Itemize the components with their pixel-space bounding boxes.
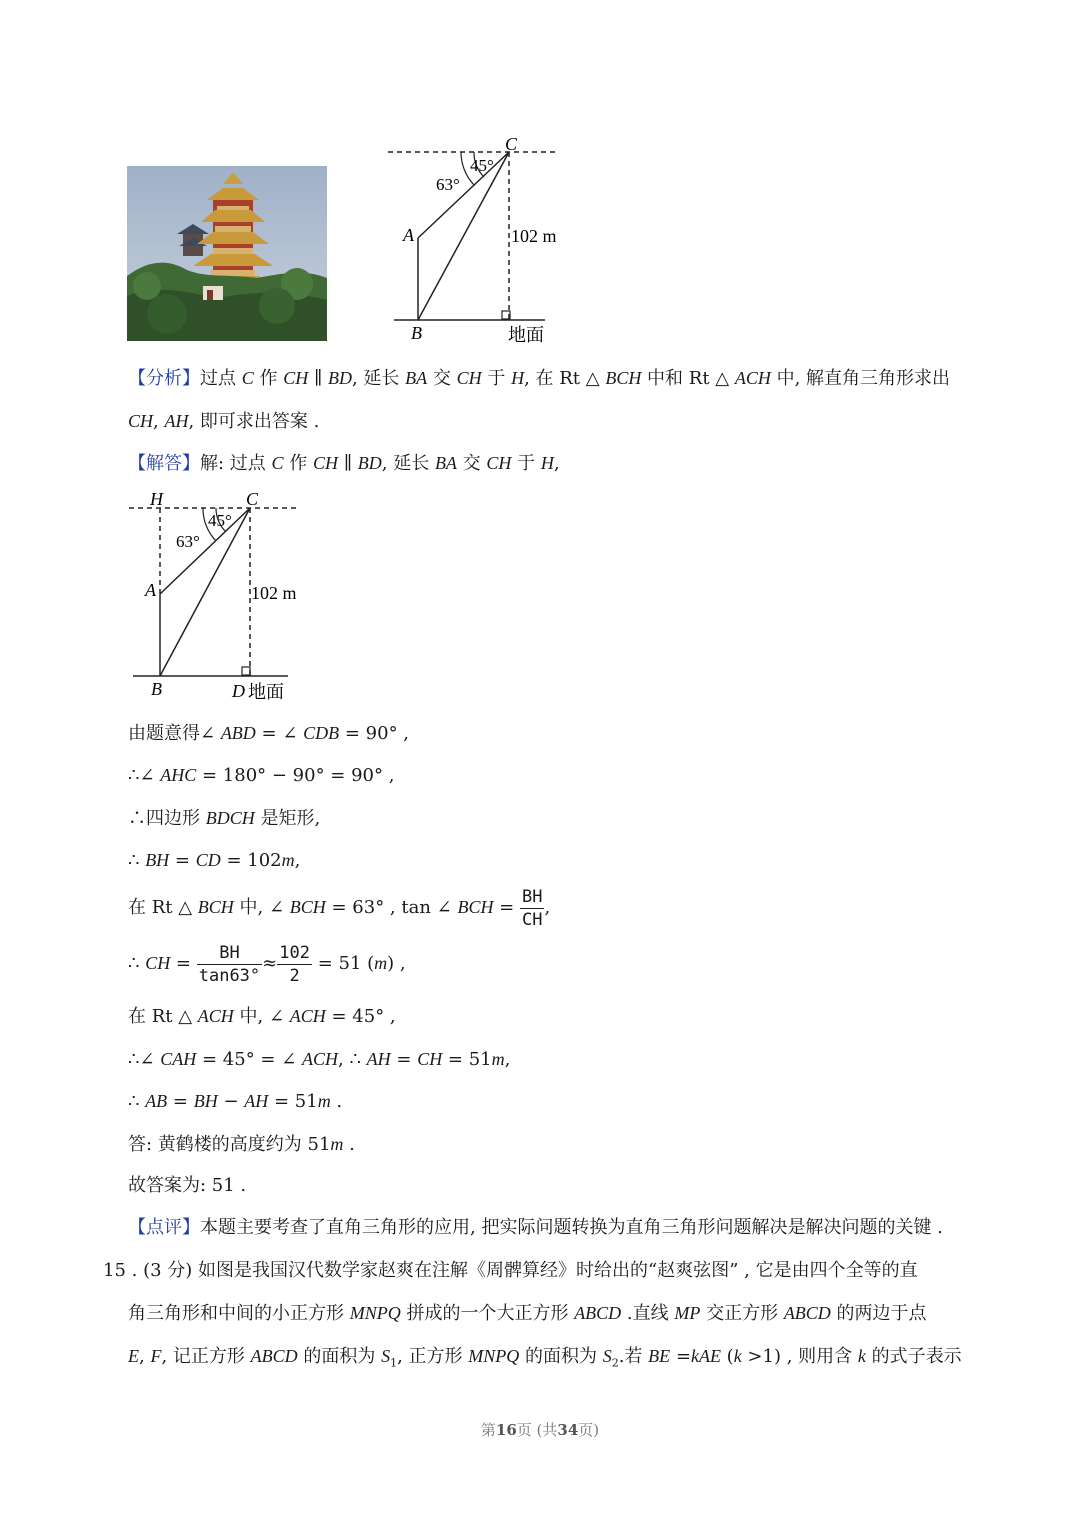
text-run: CH [456,368,482,388]
text-run: BCH [289,897,326,917]
text-run: C [271,453,284,473]
analysis-line-1 [128,366,950,391]
total-page-count: 34 [557,1421,579,1439]
text-run: CH [128,411,154,431]
text-run: BCH [197,897,234,917]
fraction-denominator: 2 [289,965,300,986]
text-run: 的式子表示 [865,1346,962,1367]
text-run: CH [486,453,512,473]
text-run: ∴四边形 [128,808,206,829]
text-run: = [493,897,520,918]
text-run: >1) , 则用含 [741,1346,858,1367]
text-run: AB [145,1091,168,1111]
text-run: , [139,1346,151,1367]
fig1-label-b: B [411,323,422,343]
text-run: 在 Rt △ [128,897,198,918]
text-run: ACH [289,1006,326,1026]
text-run: . [343,1134,355,1155]
text-run: = 51 [442,1049,492,1070]
text-run: F [150,1346,162,1366]
text-run: = 102 [220,850,282,871]
text-run: BH [145,850,170,870]
text-run: 是矩形, [254,808,321,829]
comment-tag: 【点评】 [128,1217,200,1238]
text-run: CH [417,1049,443,1069]
text-run: 作 [253,368,284,389]
text-run: BE [648,1346,671,1366]
text-run: = [169,850,196,871]
text-run: 在 Rt △ [128,1006,198,1027]
text-run: H [511,368,525,388]
text-run: , [504,1049,511,1070]
fraction-bh-tan63 [197,942,262,987]
fig2-label-45: 45° [208,511,232,530]
text-run: BD [327,368,352,388]
problem-15-line-2 [128,1301,927,1326]
text-run: S [381,1346,391,1366]
text-run: − [217,1091,245,1112]
text-run: 交 [427,368,457,389]
fraction-102-2 [277,942,312,987]
text-run: ∴ [128,953,146,974]
answer-line-1 [128,451,560,476]
text-run: AHC [160,765,197,785]
problem-15-line-3 [128,1344,962,1376]
fig2-label-h: H [150,489,163,509]
text-run: = 51 [268,1091,318,1112]
fraction-bh-ch [520,886,544,931]
text-run: 交正方形 [700,1303,784,1324]
text-run: ACH [197,1006,234,1026]
text-run: ∴ [128,850,146,871]
fig1-label-45: 45° [470,156,494,175]
text-run: H [540,453,554,473]
text-run: S [602,1346,612,1366]
step-9 [128,1089,342,1114]
analysis-line-2 [128,409,319,434]
text-run: 中, ∠ [233,1006,290,1027]
text-run: BCH [457,897,494,917]
text-run: , 延长 [351,368,406,389]
fraction-denominator: tan63° [198,965,261,986]
text-run: AH [244,1091,269,1111]
fig2-label-63: 63° [176,532,200,551]
text-run: , 即可求出答案 . [188,411,320,432]
text-run: 角三角形和中间的小正方形 [128,1303,350,1324]
text-run: CH [283,368,309,388]
step-6 [128,940,406,987]
text-run: MNPQ [349,1303,401,1323]
text-run: BA [405,368,428,388]
text-run: = [670,1346,691,1367]
fig2-label-c: C [246,489,259,509]
text-run: m [281,850,295,870]
text-run: ( [720,1346,734,1367]
text-run: C [241,368,254,388]
step-1 [128,721,409,746]
text-run: BDCH [205,808,255,828]
text-run: , [544,897,551,918]
text-run: MNPQ [468,1346,520,1366]
fraction-numerator: BH [521,886,543,907]
subscript: 1 [390,1356,398,1370]
text-run: ABCD [574,1303,622,1323]
text-run: k [857,1346,866,1366]
text-run: 的两边于点 [830,1303,927,1324]
fraction-denominator: CH [521,909,543,930]
text-run: 中和 Rt △ [641,368,735,389]
text-run: ∴∠ [128,1049,161,1070]
text-run: 解: 过点 [200,453,272,474]
yellow-crane-tower-photo [127,166,327,341]
text-run: = 45° , [325,1006,396,1027]
text-run: = 63° , tan ∠ [325,897,458,918]
text-run: , ∴ [338,1049,367,1070]
text-run: = [390,1049,418,1070]
fig2-label-ground: 地面 [248,682,284,702]
text-run: m [330,1134,344,1154]
text-run: CD [195,850,221,870]
text-run: 答: 黄鹤楼的高度约为 51 [128,1134,331,1155]
text-run: CH [145,953,171,973]
text-run: 于 [481,368,512,389]
fig1-label-63: 63° [436,175,460,194]
step-7 [128,1004,396,1029]
text-run: 过点 [200,368,242,389]
text-run: BH [193,1091,218,1111]
fig2-label-height: 102 m [251,583,297,603]
comment-line [128,1216,943,1240]
text-run: 于 [511,453,541,474]
footer-text: 页 (共 [516,1421,558,1439]
analysis-tag: 【分析】 [128,368,200,389]
step-3 [128,806,320,831]
text-run: ABCD [783,1303,831,1323]
text-run: = 45° = ∠ [196,1049,303,1070]
text-run: .若 [618,1346,649,1367]
text-run: = [170,953,197,974]
text-run: 的面积为 [297,1346,382,1367]
text-run: CAH [160,1049,197,1069]
text-run: 拼成的一个大正方形 [400,1303,575,1324]
step-4 [128,848,300,873]
fig1-label-c: C [505,134,518,154]
approx-sign: ≈ [262,953,278,974]
text-run: ∴∠ [128,765,161,786]
text-run: = 51 ( [311,953,375,974]
page-footer [0,1419,1080,1440]
text-run: BA [434,453,457,473]
text-run: ACH [302,1049,339,1069]
subscript: 2 [611,1356,619,1370]
fig1-label-height: 102 m [511,226,557,246]
text-run: CDB [303,723,340,743]
text-run: ) , [387,953,406,974]
text-run: , 延长 [381,453,435,474]
fig2-label-b: B [151,679,162,699]
step-11 [128,1174,246,1198]
text-run: BCH [605,368,642,388]
figure-2-diagram [125,485,310,705]
text-run: E [128,1346,139,1366]
problem-number: 15 [103,1260,126,1281]
text-run: , [153,411,165,432]
text-run: ABCD [250,1346,298,1366]
text-run: 故答案为: 51 . [128,1175,247,1196]
fig2-label-d: D [232,681,245,701]
text-run: = ∠ [255,723,304,744]
text-run: k [733,1346,742,1366]
step-10 [128,1132,355,1157]
text-run: MP [674,1303,701,1323]
text-run: ACH [734,368,771,388]
text-run: AH [366,1049,391,1069]
text-run: , [553,453,560,474]
text-run: , [294,850,301,871]
fig1-label-a: A [403,225,414,245]
text-run: 的面积为 [519,1346,603,1367]
text-run: 作 [283,453,313,474]
text-run: ∴ [128,1091,146,1112]
figure-1-diagram [380,130,580,345]
text-run: 由题意得∠ [128,723,221,744]
answer-tag: 【解答】 [128,453,200,474]
text-run: . [330,1091,343,1112]
text-run: .直线 [621,1303,675,1324]
problem-15-line-1 [103,1259,918,1283]
footer-text: 第 [480,1421,496,1439]
text-run: , 记正方形 [161,1346,251,1367]
step-8 [128,1047,510,1072]
text-run: m [374,953,388,973]
text-run: m [317,1091,331,1111]
current-page-number: 16 [495,1421,517,1439]
text-run: CH [312,453,338,473]
footer-text: 页) [578,1421,600,1439]
text-run: 中, 解直角三角形求出 [770,368,951,389]
fig1-label-ground: 地面 [508,325,544,345]
step-5 [128,884,550,931]
fraction-numerator: BH [197,942,262,965]
text-run: ∥ [308,368,328,389]
text-run: = 180° − 90° = 90° , [196,765,395,786]
text-run: = 90° , [339,723,410,744]
text-run: 交 [456,453,487,474]
text-run: m [491,1049,505,1069]
text-run: AH [164,411,189,431]
text-run: ∥ [338,453,358,474]
text-run: = [167,1091,194,1112]
text-run: . (3 分) 如图是我国汉代数学家赵爽在注解《周髀算经》时给出的“赵爽弦图” , 它是由四个全等的直 [125,1260,918,1281]
fraction-numerator: 102 [279,942,310,963]
step-2 [128,763,394,788]
text-run: , 在 Rt △ [524,368,606,389]
text-run: ABD [220,723,256,743]
text-run: , 正方形 [397,1346,469,1367]
text-run: BD [357,453,382,473]
text-run: kAE [690,1346,721,1366]
text-run: 中, ∠ [233,897,290,918]
comment-text: 本题主要考查了直角三角形的应用, 把实际问题转换为直角三角形问题解决是解决问题的关键 . [200,1217,943,1238]
fig2-label-a: A [145,580,156,600]
